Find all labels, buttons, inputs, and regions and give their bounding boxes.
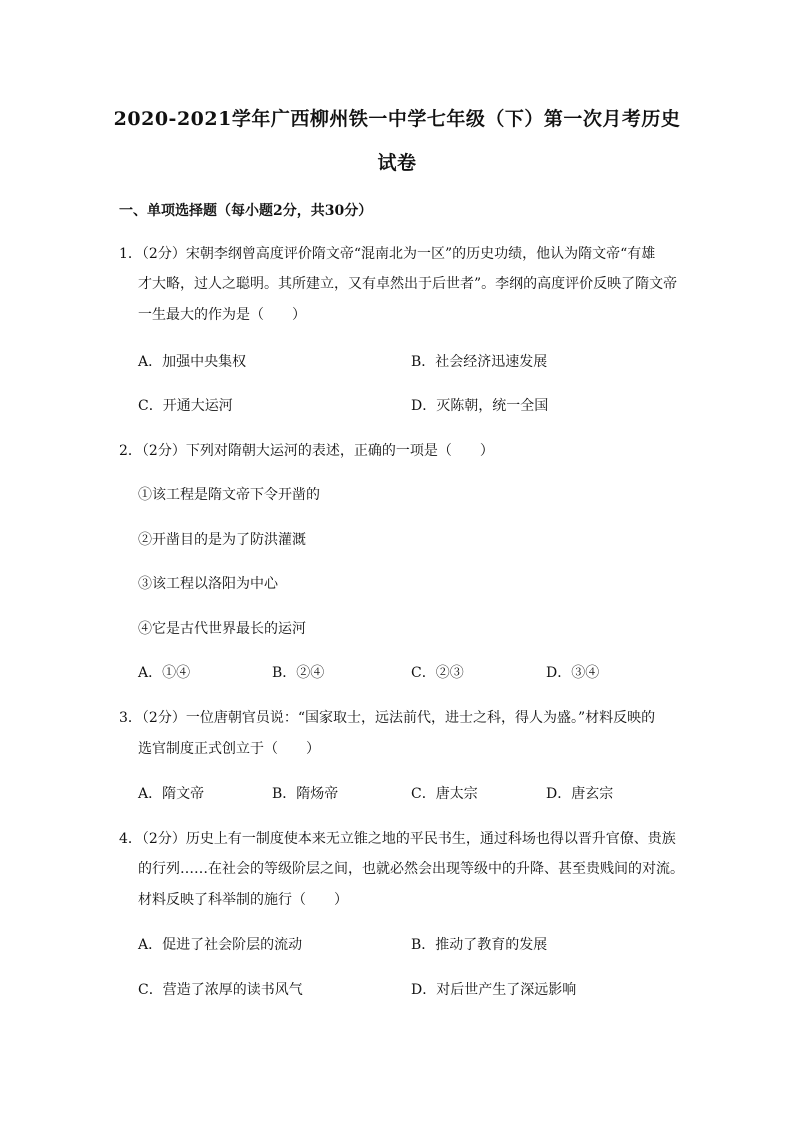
- q4-option-d: D．对后世产生了深远影响: [411, 982, 577, 998]
- q4-stem-line1: 4．（2分）历史上有一制度使本来无立锥之地的平民书生，通过科场也得以晋升官僚、贵族: [119, 831, 676, 847]
- q1-stem-line1: 1．（2分）宋朝李纲曾高度评价隋文帝“混南北为一区”的历史功绩，他认为隋文帝“有雄: [119, 246, 656, 262]
- q3-stem-line1: 3．（2分）一位唐朝官员说：“国家取士，远法前代，进士之科，得人为盛。”材料反映的: [119, 710, 656, 726]
- q3-stem-line2: 选官制度正式创立于（ ）: [138, 741, 320, 757]
- q4-stem-line2: 的行列……在社会的等级阶层之间，也就必然会出现等级中的升降、甚至贵贱间的对流。: [138, 861, 684, 877]
- q3-option-b: B．隋炀帝: [272, 786, 339, 802]
- q2-option-d: D．③④: [546, 665, 600, 681]
- q3-option-d: D．唐玄宗: [546, 786, 614, 802]
- q2-stem-line1: 2．（2分）下列对隋朝大运河的表述，正确的一项是（ ）: [119, 443, 494, 459]
- q1-stem-line2: 才大略，过人之聪明。其所建立，又有卓然出于后世者”。李纲的高度评价反映了隋文帝: [138, 276, 678, 292]
- exam-title-line2: 试卷: [377, 152, 417, 174]
- q2-statement-3: ③该工程以洛阳为中心: [138, 576, 278, 592]
- section-heading: 一、单项选择题（每小题2分，共30分）: [119, 203, 373, 219]
- q1-stem-line3: 一生最大的作为是（ ）: [138, 307, 306, 323]
- q1-option-a: A．加强中央集权: [138, 354, 247, 370]
- q4-option-b: B．推动了教育的发展: [411, 937, 548, 953]
- q4-option-a: A．促进了社会阶层的流动: [138, 937, 303, 953]
- q2-option-a: A．①④: [138, 665, 191, 681]
- q4-stem-line3: 材料反映了科举制的施行（ ）: [138, 892, 348, 908]
- q2-statement-2: ②开凿目的是为了防洪灌溉: [138, 532, 306, 548]
- q2-option-c: C．②③: [411, 665, 464, 681]
- q2-statement-1: ①该工程是隋文帝下令开凿的: [138, 487, 320, 503]
- exam-title-line1: 2020-2021学年广西柳州铁一中学七年级（下）第一次月考历史: [113, 108, 681, 130]
- q3-option-a: A．隋文帝: [138, 786, 205, 802]
- q1-option-c: C．开通大运河: [138, 398, 233, 414]
- q1-option-d: D．灭陈朝，统一全国: [411, 398, 549, 414]
- q2-statement-4: ④它是古代世界最长的运河: [138, 621, 306, 637]
- q1-option-b: B．社会经济迅速发展: [411, 354, 548, 370]
- q2-option-b: B．②④: [272, 665, 325, 681]
- q4-option-c: C．营造了浓厚的读书风气: [138, 982, 303, 998]
- q3-option-c: C．唐太宗: [411, 786, 478, 802]
